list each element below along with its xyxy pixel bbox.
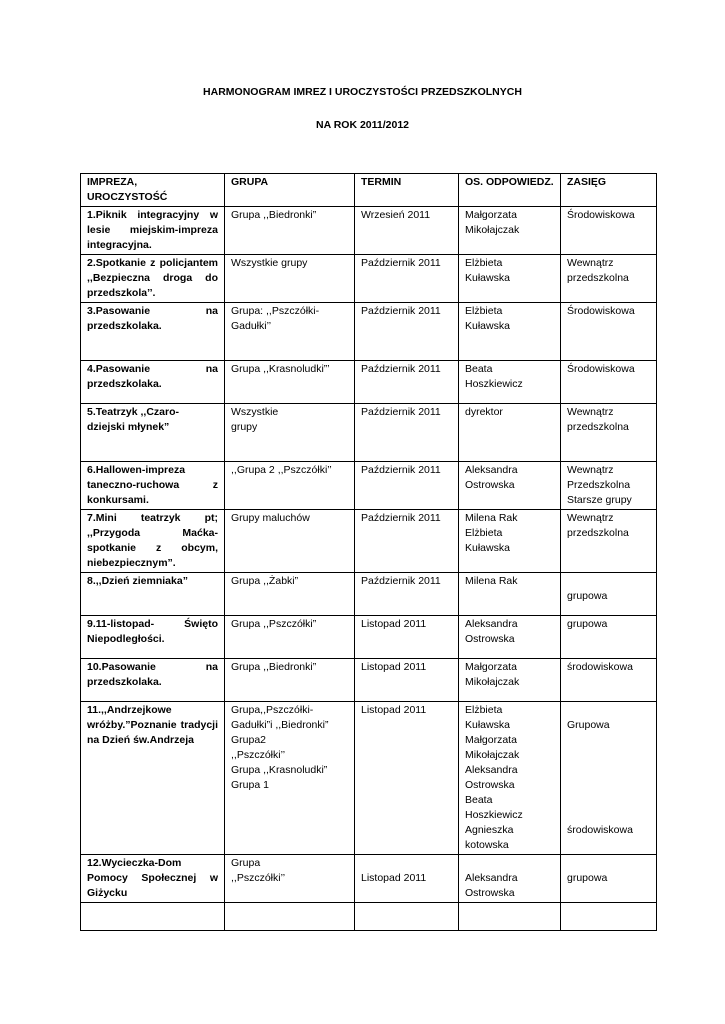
cell-group: Grupa ,,Pszczółki”: [225, 616, 355, 659]
cell-event: [81, 903, 225, 931]
cell-responsible: Beata Hoszkiewicz: [459, 361, 561, 404]
cell-event: 11.,,Andrzejkowe wróżby.”Poznanie tradycji na Dzień św.Andrzeja: [81, 702, 225, 855]
cell-event: 8.,,Dzień ziemniaka”: [81, 573, 225, 616]
cell-event: 1.Piknik integracyjny w lesie miejskim-impreza integracyjna.: [81, 207, 225, 255]
cell-scope: Wewnątrz przedszkolna: [561, 510, 657, 573]
header-group: GRUPA: [225, 174, 355, 207]
header-scope: ZASIĘG: [561, 174, 657, 207]
cell-responsible: Małgorzata Mikołajczak: [459, 207, 561, 255]
cell-scope: Wewnątrz przedszkolna: [561, 255, 657, 303]
header-event: IMPREZA, UROCZYSTOŚĆ: [81, 174, 225, 207]
document-title: HARMONOGRAM IMREZ I UROCZYSTOŚCI PRZEDSZKOLNYCH: [203, 86, 522, 98]
cell-scope: Grupowa środowiskowa: [561, 702, 657, 855]
cell-date: Październik 2011: [355, 510, 459, 573]
cell-group: Grupa ,,Żabki”: [225, 573, 355, 616]
cell-scope: Środowiskowa: [561, 361, 657, 404]
cell-date: Październik 2011: [355, 303, 459, 361]
cell-event: 10.Pasowanie na przedszkolaka.: [81, 659, 225, 702]
table-row: [81, 255, 657, 303]
cell-responsible: dyrektor: [459, 404, 561, 462]
cell-event: 6.Hallowen-impreza taneczno-ruchowa z konkursami.: [81, 462, 225, 510]
table-row: [81, 510, 657, 573]
cell-group: ,,Grupa 2 ,,Pszczółki’’: [225, 462, 355, 510]
cell-event: 4.Pasowanie na przedszkolaka.: [81, 361, 225, 404]
cell-responsible: Elżbieta Kuławska Małgorzata Mikołajczak Aleksandra Ostrowska Beata Hoszkiewicz Agnieszka kotowska: [459, 702, 561, 855]
cell-group: Grupa ,,Krasnoludki”’: [225, 361, 355, 404]
cell-scope: [561, 903, 657, 931]
table-row: [81, 659, 657, 702]
cell-date: Listopad 2011: [355, 702, 459, 855]
cell-responsible: Aleksandra Ostrowska: [459, 462, 561, 510]
cell-responsible: Aleksandra Ostrowska: [459, 855, 561, 903]
cell-date: Listopad 2011: [355, 659, 459, 702]
cell-scope: grupowa: [561, 855, 657, 903]
cell-responsible: [459, 903, 561, 931]
cell-date: Październik 2011: [355, 462, 459, 510]
cell-date: Październik 2011: [355, 361, 459, 404]
cell-scope: Środowiskowa: [561, 207, 657, 255]
cell-group: [225, 903, 355, 931]
table-row: [81, 616, 657, 659]
cell-event: 7.Mini teatrzyk pt; ,,Przygoda Maćka-spotkanie z obcym, niebezpiecznym”.: [81, 510, 225, 573]
cell-group: Grupa,,Pszczółki- Gadułki”i ,,Biedronki” Grupa2 ,,Pszczółki’’ Grupa ,,Krasnoludki” Grupa 1: [225, 702, 355, 855]
cell-event: 12.Wycieczka-Dom Pomocy Społecznej w Giżycku: [81, 855, 225, 903]
cell-date: Październik 2011: [355, 404, 459, 462]
cell-date: Listopad 2011: [355, 855, 459, 903]
cell-responsible: Aleksandra Ostrowska: [459, 616, 561, 659]
table-row: [81, 462, 657, 510]
cell-date: Październik 2011: [355, 255, 459, 303]
cell-date: Listopad 2011: [355, 616, 459, 659]
cell-group: Grupy maluchów: [225, 510, 355, 573]
cell-scope: grupowa: [561, 573, 657, 616]
cell-group: Grupa: ,,Pszczółki-Gadułki’’: [225, 303, 355, 361]
table-row: [81, 855, 657, 903]
cell-group: Grupa ,,Pszczółki’’: [225, 855, 355, 903]
cell-date: [355, 903, 459, 931]
table-row: [81, 903, 657, 931]
header-date: TERMIN: [355, 174, 459, 207]
table-row: [81, 404, 657, 462]
cell-group: Wszystkie grupy: [225, 255, 355, 303]
cell-event: 9.11-listopad- Święto Niepodległości.: [81, 616, 225, 659]
cell-date: Październik 2011: [355, 573, 459, 616]
cell-responsible: Milena Rak: [459, 573, 561, 616]
cell-responsible: Elżbieta Kuławska: [459, 303, 561, 361]
cell-scope: środowiskowa: [561, 659, 657, 702]
cell-scope: Wewnątrz przedszkolna: [561, 404, 657, 462]
cell-event: 3.Pasowanie na przedszkolaka.: [81, 303, 225, 361]
cell-scope: Środowiskowa: [561, 303, 657, 361]
table-header-row: [81, 174, 657, 207]
schedule-table: [80, 173, 657, 931]
table-row: [81, 361, 657, 404]
cell-group: Grupa ,,Biedronki”: [225, 659, 355, 702]
table-row: [81, 303, 657, 361]
cell-responsible: Elżbieta Kuławska: [459, 255, 561, 303]
cell-group: Wszystkie grupy: [225, 404, 355, 462]
table-row: [81, 573, 657, 616]
cell-event: 5.Teatrzyk ,,Czaro- dziejski młynek”: [81, 404, 225, 462]
cell-scope: grupowa: [561, 616, 657, 659]
header-responsible: OS. ODPOWIEDZ.: [459, 174, 561, 207]
cell-responsible: Milena Rak Elżbieta Kuławska: [459, 510, 561, 573]
table-row: [81, 207, 657, 255]
cell-scope: Wewnątrz Przedszkolna Starsze grupy: [561, 462, 657, 510]
table-row: [81, 702, 657, 855]
cell-event: 2.Spotkanie z policjantem ,,Bezpieczna droga do przedszkola’’.: [81, 255, 225, 303]
cell-date: Wrzesień 2011: [355, 207, 459, 255]
cell-group: Grupa ,,Biedronki”: [225, 207, 355, 255]
cell-responsible: Małgorzata Mikołajczak: [459, 659, 561, 702]
document-subtitle: NA ROK 2011/2012: [316, 119, 409, 131]
